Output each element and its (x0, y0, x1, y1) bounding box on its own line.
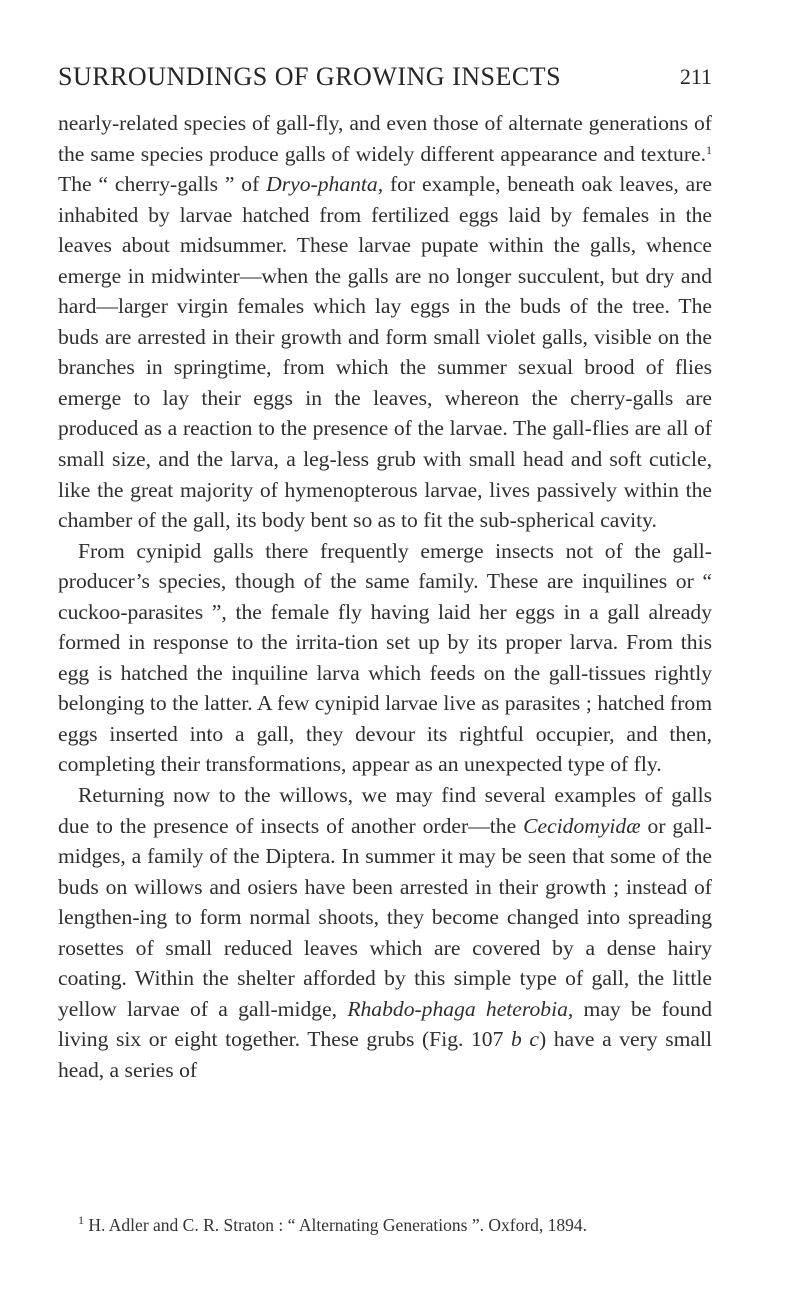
footnote (58, 1213, 712, 1238)
footnote-text: H. Adler and C. R. Straton : “ Alternating Generations ”. Oxford, 1894. (88, 1215, 588, 1235)
paragraph (58, 536, 712, 780)
italic-term: b c (510, 1027, 539, 1052)
text-run: From cynipid galls there frequently emerge insects not of the gall-producer’s species, though of the same family. These are inquilines or “ cuckoo-parasites ”, the female fly having laid her eggs in a gall already formed in response to the irrita-tion set up by its proper larva. From this egg is hatched the inquiline larva which feeds on the gall-tissues rightly belonging to the latter. A few cynipid larvae live as parasites ; hatched from eggs inserted into a gall, they devour its rightful occupier, and then, completing their transformations, appear as an unexpected type of fly. (58, 538, 712, 777)
paragraph (58, 780, 712, 1085)
paragraph (58, 108, 712, 536)
text-run: ) have a very small head, a series of (58, 1027, 712, 1082)
text-run: Returning now to the willows, we may find several examples of galls due to the presence of insects of another order—the (58, 783, 712, 838)
running-head-title: SURROUNDINGS OF GROWING INSECTS (58, 62, 562, 91)
text-run: The “ cherry-galls ” of (58, 172, 267, 197)
text-run: or gall-midges, a family of the Diptera. In summer it may be seen that some of the buds on willows and osiers have been arrested in their growth ; instead of lengthen-ing to form normal shoots, they become changed into spreading rosettes of small reduced leaves which are covered by a dense hairy coating. Within the shelter afforded by this simple type of gall, the little yellow larvae of a gall-midge, (58, 813, 712, 1021)
text-run: for example, beneath oak leaves, are inhabited by larvae hatched from fertilized eggs laid by females in the leaves about midsummer. These larvae pupate within the galls, whence emerge in midwinter—when the galls are no longer succulent, but dry and hard—larger virgin females which lay eggs in the buds of the tree. The buds are arrested in their growth and form small violet galls, visible on the branches in springtime, from which the summer sexual brood of flies emerge to lay their eggs in the leaves, whereon the cherry-galls are produced as a reaction to the presence of the larvae. The gall-flies are all of small size, and the larva, a leg-less grub with small head and soft cuticle, like the great majority of hymenopterous larvae, lives passively within the chamber of the gall, its body bent so as to fit the sub-spherical cavity. (58, 172, 712, 533)
italic-term: Dryo-phanta, (266, 172, 384, 197)
body-text (58, 108, 712, 1086)
footnote-marker: 1 (78, 1213, 84, 1227)
text-run: may be found living six or eight together. These grubs (Fig. 107 (58, 996, 712, 1052)
running-head (58, 62, 712, 92)
text-run: nearly-related species of gall-fly, and even those of alternate generations of the same species produce galls of widely different appearance and texture. (58, 111, 712, 166)
footnote-ref: 1 (706, 142, 712, 157)
page-number: 211 (679, 64, 712, 89)
italic-term: Cecidomyidæ (523, 813, 641, 838)
italic-term: Rhabdo-phaga heterobia, (347, 996, 574, 1021)
